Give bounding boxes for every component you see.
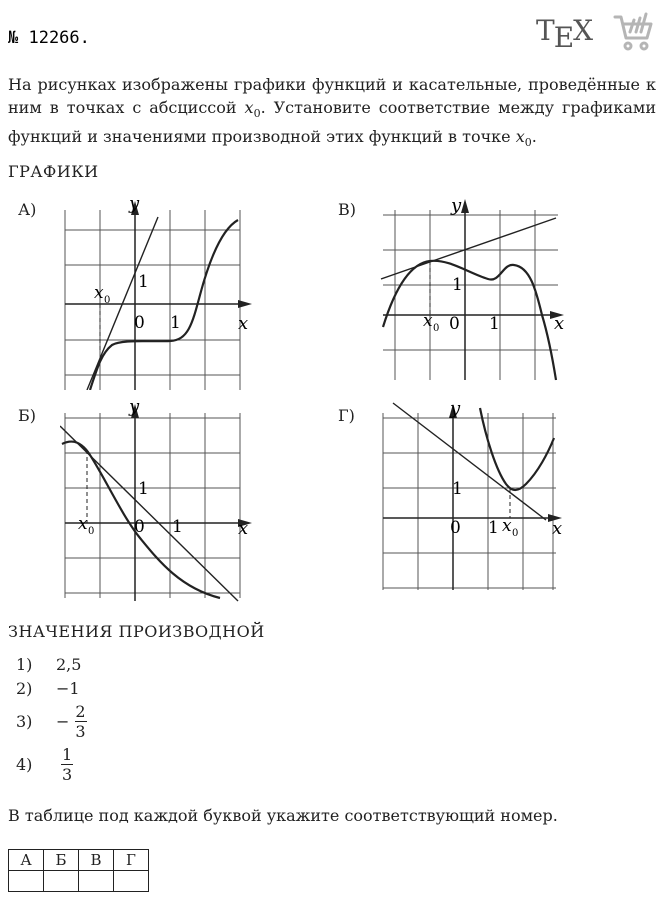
fraction-numerator: 1: [62, 745, 73, 764]
function-curve: [383, 261, 556, 380]
x0-subscript: 0: [88, 526, 95, 537]
axis-x-label: x: [238, 313, 249, 334]
tick-one-x: 1: [170, 313, 181, 333]
answer-header-g: Г: [114, 850, 149, 871]
answer-table: [8, 849, 149, 892]
origin-label: 0: [449, 314, 460, 334]
x0-label: x: [94, 283, 104, 303]
axis-y-label: y: [451, 195, 462, 216]
x0-subscript: 0: [253, 107, 261, 121]
tick-one-y: 1: [452, 275, 463, 295]
answer-cell-b[interactable]: [44, 871, 79, 892]
x0-subscript: 0: [104, 295, 111, 306]
grid: [65, 413, 240, 598]
tick-one-x: 1: [172, 517, 183, 537]
value-number: 2): [16, 679, 33, 698]
value-item-3: [16, 703, 87, 740]
tangent-line: [381, 218, 556, 279]
tick-one-x: 1: [489, 314, 500, 334]
x0-label: x: [502, 516, 512, 536]
fraction-denominator: 3: [75, 722, 86, 741]
value-number: 1): [16, 655, 33, 674]
fraction-numerator: 2: [75, 702, 86, 721]
question-text-end: .: [531, 127, 537, 147]
x0-symbol: x: [244, 98, 254, 117]
problem-number: № 12266.: [8, 28, 90, 48]
origin-label: 0: [134, 517, 145, 537]
value-text: 2,5: [56, 655, 82, 674]
graph-a: [60, 195, 260, 390]
answer-header-b: Б: [44, 850, 79, 871]
tex-logo-x: X: [573, 14, 593, 47]
x0-subscript: 0: [512, 528, 519, 539]
origin-label: 0: [450, 518, 461, 538]
question-text: [8, 73, 656, 154]
tex-logo-e: E: [553, 21, 574, 54]
instruction-text: В таблице под каждой буквой укажите соответствующий номер.: [8, 806, 558, 825]
origin-label: 0: [134, 313, 145, 333]
grid: [383, 413, 556, 590]
value-text: −1: [56, 679, 80, 698]
value-sign: −: [56, 712, 70, 731]
axis-x-label: x: [552, 518, 563, 539]
x0-label: x: [78, 514, 88, 534]
value-item-4: [16, 746, 73, 783]
x0-subscript: 0: [524, 136, 532, 150]
grid: [65, 210, 240, 390]
answer-table-input-row: [9, 871, 149, 892]
tick-one-y: 1: [452, 479, 463, 499]
graph-letter-g: Г): [338, 406, 355, 425]
graphs-heading: ГРАФИКИ: [8, 162, 99, 181]
answer-cell-v[interactable]: [79, 871, 114, 892]
x-arrow: [238, 300, 252, 308]
axis-y-label: y: [129, 195, 140, 214]
value-item-1: [16, 655, 81, 674]
answer-cell-g[interactable]: [114, 871, 149, 892]
axis-y-label: y: [129, 398, 140, 417]
tick-one-x: 1: [488, 518, 499, 538]
cart-icon[interactable]: [612, 12, 654, 52]
answer-header-a: А: [9, 850, 44, 871]
tex-logo-t: T: [536, 14, 554, 47]
value-number: 3): [16, 712, 33, 731]
axis-y-label: y: [450, 398, 461, 419]
graph-letter-a: А): [18, 200, 37, 219]
tick-one-y: 1: [138, 479, 149, 499]
tick-one-y: 1: [138, 272, 149, 292]
value-item-2: [16, 679, 80, 698]
value-number: 4): [16, 755, 33, 774]
x0-subscript: 0: [433, 323, 440, 334]
axis-x-label: x: [238, 518, 249, 539]
answer-cell-a[interactable]: [9, 871, 44, 892]
graph-letter-v: В): [338, 200, 356, 219]
function-curve: [90, 220, 238, 390]
graph-g: [378, 398, 568, 593]
question-text-2: . Установите соответствие между графиками функций и значениями производной этих функций в точке: [8, 98, 656, 147]
fraction-denominator: 3: [62, 765, 73, 784]
answer-table-header-row: [9, 850, 149, 871]
graph-letter-b: Б): [18, 406, 36, 425]
values-heading: ЗНАЧЕНИЯ ПРОИЗВОДНОЙ: [8, 622, 265, 641]
x0-label: x: [423, 311, 433, 331]
axis-x-label: x: [554, 313, 565, 334]
fraction: [75, 703, 87, 740]
answer-header-v: В: [79, 850, 114, 871]
graph-v: [378, 195, 568, 390]
tex-logo[interactable]: [536, 14, 593, 54]
graph-b: [60, 398, 260, 603]
question-text-1: На рисунках изображены графики функций и касательные, проведённые к ним в точках с абсциссой: [8, 75, 656, 117]
x0-symbol: x: [515, 127, 525, 147]
y-arrow: [461, 199, 469, 213]
grid: [383, 210, 558, 380]
fraction: [61, 746, 73, 783]
